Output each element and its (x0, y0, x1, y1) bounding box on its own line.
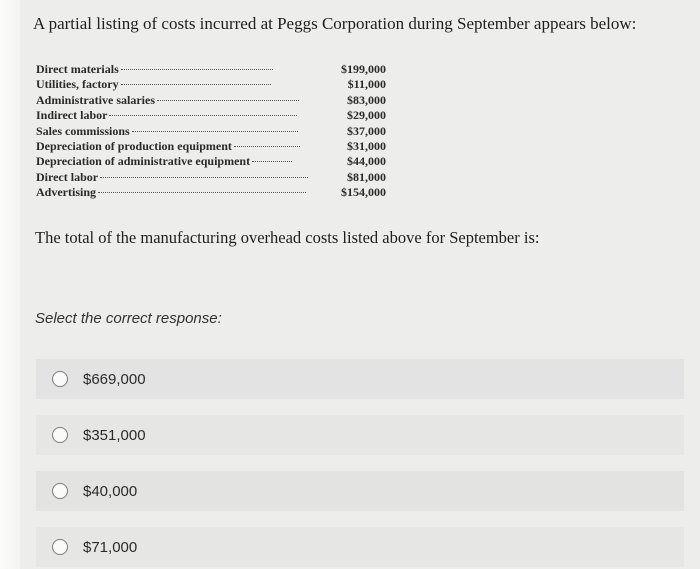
answer-option[interactable] (36, 415, 684, 455)
page-margin (0, 0, 20, 569)
cost-label: Depreciation of production equipment (36, 138, 232, 153)
option-label: $351,000 (83, 426, 146, 444)
option-label: $71,000 (83, 538, 138, 556)
dot-leader (252, 161, 292, 162)
cost-label: Administrative salaries (36, 92, 155, 107)
cost-row (36, 108, 386, 123)
cost-label: Sales commissions (36, 123, 130, 138)
dot-leader (121, 84, 271, 85)
dot-leader (234, 146, 300, 147)
cost-row (36, 170, 386, 185)
cost-amount: $29,000 (347, 108, 386, 123)
dot-leader (109, 115, 297, 116)
question-prompt: The total of the manufacturing overhead costs listed above for September is: (35, 228, 540, 247)
answer-option[interactable] (36, 471, 684, 511)
cost-row (36, 139, 386, 154)
radio-button-icon[interactable] (52, 539, 68, 555)
cost-row (36, 77, 386, 92)
dot-leader (98, 192, 306, 193)
cost-amount: $83,000 (347, 92, 386, 107)
cost-amount: $154,000 (341, 185, 386, 200)
cost-amount: $31,000 (347, 138, 386, 153)
cost-row (36, 124, 386, 139)
cost-label: Direct labor (36, 169, 99, 184)
cost-row (36, 62, 386, 77)
answer-option[interactable] (36, 359, 684, 399)
dot-leader (121, 69, 273, 70)
cost-amount: $81,000 (347, 169, 386, 184)
radio-button-icon[interactable] (52, 483, 68, 499)
question-intro: A partial listing of costs incurred at Peggs Corporation during September appears below: (33, 14, 637, 33)
cost-label: Depreciation of administrative equipment (36, 154, 251, 169)
select-instruction: Select the correct response: (35, 310, 222, 327)
cost-row (36, 93, 386, 108)
cost-label: Indirect labor (36, 108, 108, 123)
cost-amount: $11,000 (347, 77, 386, 92)
cost-label: Direct materials (36, 62, 119, 76)
cost-label: Advertising (36, 185, 96, 200)
cost-row (36, 185, 386, 200)
answer-option[interactable] (36, 527, 684, 567)
dot-leader (100, 177, 308, 178)
dot-leader (132, 131, 298, 132)
dot-leader (157, 100, 299, 101)
option-label: $40,000 (83, 482, 138, 500)
radio-button-icon[interactable] (52, 371, 68, 387)
cost-row (36, 154, 386, 169)
cost-label: Utilities, factory (36, 77, 119, 92)
cost-amount: $199,000 (341, 62, 386, 76)
option-label: $669,000 (83, 370, 146, 388)
cost-amount: $37,000 (347, 123, 386, 138)
cost-listing (36, 62, 386, 201)
cost-amount: $44,000 (347, 154, 386, 169)
radio-button-icon[interactable] (52, 427, 68, 443)
